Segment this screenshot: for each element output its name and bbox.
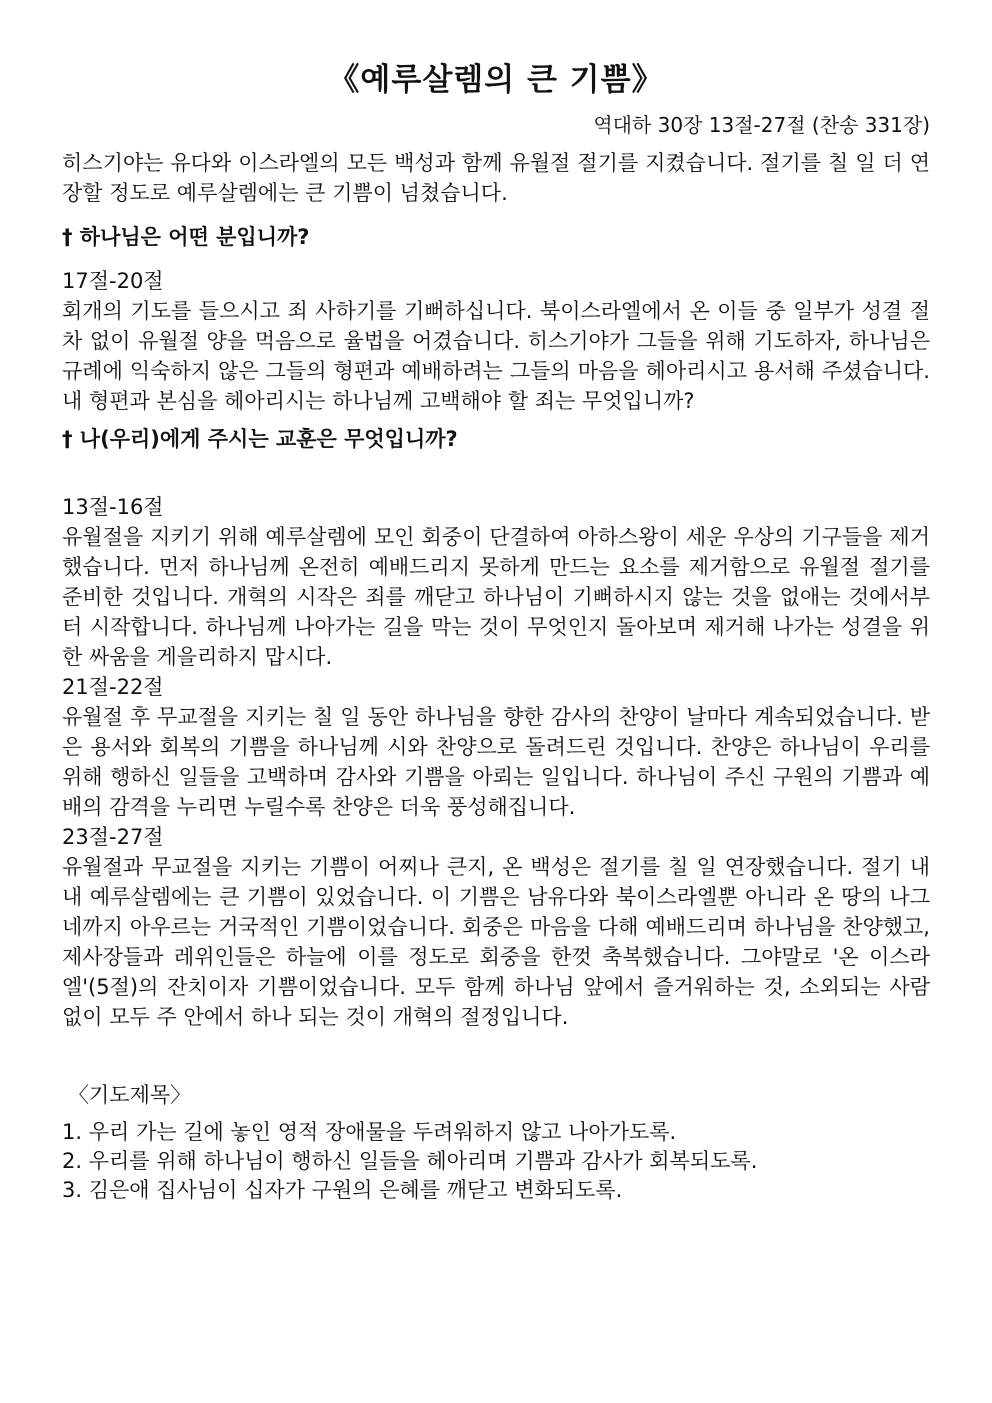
section-paragraph-1: 회개의 기도를 들으시고 죄 사하기를 기뻐하십니다. 북이스라엘에서 온 이들 중 일부가 성결 절차 없이 유월절 양을 먹음으로 율법을 어겼습니다. 히스기야가 그들을 위해 기도하자, 하나님은 규례에 익숙하지 않은 그들의 형편과 예배하려는 그들의 마음을 헤아리시고 용서해 주셨습니다. 내 형편과 본심을 헤아리시는 하나님께 고백해야 할 죄는 무엇입니까? — [62, 299, 930, 413]
prayer-list — [62, 1118, 930, 1205]
intro-paragraph: 히스기야는 유다와 이스라엘의 모든 백성과 함께 유월절 절기를 지켰습니다. 절기를 칠 일 더 연장할 정도로 예루살렘에는 큰 기쁨이 넘쳤습니다. — [62, 151, 930, 205]
page-title: 《예루살렘의 큰 기쁨》 — [328, 62, 664, 98]
question-heading-2: † 나(우리)에게 주시는 교훈은 무엇입니까? — [62, 427, 458, 451]
prayer-item: 2. 우리를 위해 하나님이 행하신 일들을 헤아리며 기쁨과 감사가 회복되도록. — [62, 1149, 758, 1173]
section-paragraph-4: 유월절과 무교절을 지키는 기쁨이 어찌나 큰지, 온 백성은 절기를 칠 일 연장했습니다. 절기 내내 예루살렘에는 큰 기쁨이 있었습니다. 이 기쁨은 남유다와 북이스라엘뿐 아니라 온 땅의 나그네까지 아우르는 거국적인 기쁨이었습니다. 회중은 마음을 다해 예배드리며 하나님을 찬양했고, 제사장들과 레위인들은 하늘에 이를 정도로 회중을 한껏 축복했습니다. 그야말로 '온 이스라엘'(5절)의 잔치이자 기쁨이었습니다. 모두 함께 하나님 앞에서 즐거워하는 것, 소외되는 사람 없이 모두 주 안에서 하나 되는 것이 개혁의 절정입니다. — [62, 855, 930, 1029]
question-heading-1: † 하나님은 어떤 분입니까? — [62, 225, 310, 249]
verse-label-1: 17절-20절 — [62, 269, 164, 293]
verse-label-4: 23절-27절 — [62, 825, 164, 849]
verse-label-2: 13절-16절 — [62, 495, 164, 519]
document-page — [62, 56, 930, 1205]
scripture-reference: 역대하 30장 13절-27절 (찬송 331장) — [593, 113, 930, 137]
prayer-heading: 〈기도제목〉 — [68, 1083, 192, 1107]
prayer-item: 3. 김은애 집사님이 십자가 구원의 은혜를 깨닫고 변화되도록. — [62, 1178, 623, 1202]
section-paragraph-2: 유월절을 지키기 위해 예루살렘에 모인 회중이 단결하여 아하스왕이 세운 우상의 기구들을 제거했습니다. 먼저 하나님께 온전히 예배드리지 못하게 만드는 요소를 제거함으로 유월절 절기를 준비한 것입니다. 개혁의 시작은 죄를 깨닫고 하나님이 기뻐하시지 않는 것을 없애는 것에서부터 시작합니다. 하나님께 나아가는 길을 막는 것이 무엇인지 돌아보며 제거해 나가는 성결을 위한 싸움을 게을리하지 맙시다. — [62, 525, 930, 669]
prayer-item: 1. 우리 가는 길에 놓인 영적 장애물을 두려워하지 않고 나아가도록. — [62, 1120, 677, 1144]
verse-label-3: 21절-22절 — [62, 675, 164, 699]
section-paragraph-3: 유월절 후 무교절을 지키는 칠 일 동안 하나님을 향한 감사의 찬양이 날마다 계속되었습니다. 받은 용서와 회복의 기쁨을 하나님께 시와 찬양으로 돌려드린 것입니다. 찬양은 하나님이 우리를 위해 행하신 일들을 고백하며 감사와 기쁨을 아뢰는 일입니다. 하나님이 주신 구원의 기쁨과 예배의 감격을 누리면 누릴수록 찬양은 더욱 풍성해집니다. — [62, 705, 930, 819]
